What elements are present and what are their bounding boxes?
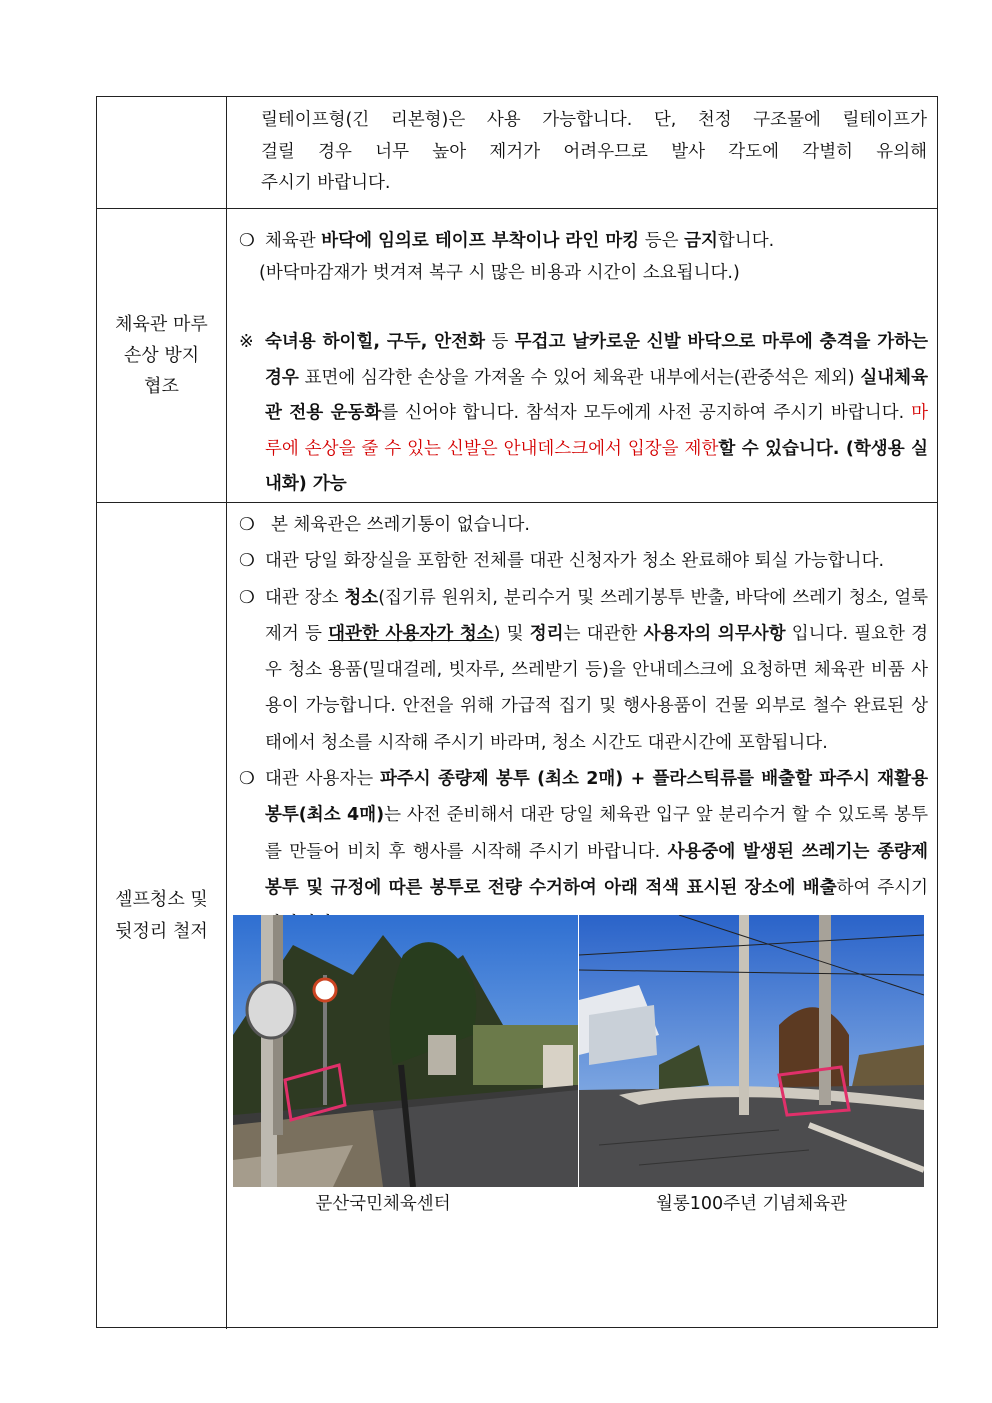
row2-content-cell xyxy=(227,209,937,502)
caption-wollong: 월롱100주년 기념체육관 xyxy=(655,1194,848,1214)
prohibition-word: 금지 xyxy=(684,231,718,251)
bullet-circle-icon: ❍ xyxy=(239,515,255,535)
user-duty-item: ❍ 대관 장소 청소(집기류 원위치, 분리수거 및 쓰레기봉투 반출, 바닥에 쓰레기 청소, 얼룩 제거 등 대관한 사용자가 청소) 및 정리는 대관한 사용자의 의무사항 입니다. 필요한 경우 청소 용품(밀대걸레, 빗자루, 쓰레받기 등)을 안내데스크에 요청하면 체육관 비품 사용이 가능합니다. 안전을 위해 가급적 집기 및 행사용품이 건물 외부로 철수 완료된 상태에서 청소를 시작해 주시기 바라며, 청소 시간도 대관시간에 포함됩니다. xyxy=(237,580,928,761)
bullet-circle-icon: ❍ xyxy=(239,587,255,608)
row-floor-protection xyxy=(97,209,937,503)
trash-bag-item: ❍ 대관 사용자는 파주시 종량제 봉투 (최소 2매) + 플라스틱류를 배출할 파주시 재활용봉투(최소 4매)는 사전 준비해서 대관 당일 체육관 입구 앞 분리수거 할 수 있도록 봉투를 만들어 비치 후 행사를 시작해 주시기 바랍니다. 사용중에 발생된 쓰레기는 종량제 봉투 및 규정에 따른 봉투로 전량 수거하여 아래 적색 표시된 장소에 배출하여 주시기 xyxy=(237,761,928,942)
row3-label-line-1: 셀프청소 및 xyxy=(115,889,208,910)
entry-restriction-warning: 마루에 손상을 줄 수 있는 신발은 안내데스크에서 입장을 제한 xyxy=(265,403,929,459)
wollong-street-photo xyxy=(579,915,924,1187)
caption-munsan: 문산국민체육센터 xyxy=(315,1194,451,1214)
user-cleans-underlined: 대관한 사용자가 청소 xyxy=(328,623,494,644)
row-ribbon-tape xyxy=(97,97,937,209)
reference-mark-icon: ※ xyxy=(239,332,254,352)
row2-label-line-2: 손상 방지 xyxy=(123,345,200,366)
floor-tape-prohibition-item: ❍ 체육관 바닥에 임의로 테이프 부착이나 라인 마킹 등은 금지합니다. xyxy=(237,225,928,257)
row1-line-1: 릴테이프형(긴 리본형)은 사용 가능합니다. 단, 천정 구조물에 릴테이프가 xyxy=(261,110,927,130)
footwear-notice-item: ※ 숙녀용 하이힐, 구두, 안전화 등 무겁고 날카로운 신발 바닥으로 마루에 충격을 가하는 경우 표면에 심각한 손상을 가져올 수 있어 체육관 내부에서는(관중석은 제외) 실내체육관 전용 운동화를 신어야 합니다. 참석자 모두에게 사전 공지하여 주시기 바랍니다. 마루에 손상을 줄 수 있는 신발은 안내데스크에서 입장을 제한할 수 있습니다. (학생용 실내화) 가능 xyxy=(237,325,928,503)
row3-label-line-2: 뒷정리 철저 xyxy=(115,921,208,942)
bullet-circle-icon: ❍ xyxy=(239,231,255,251)
photo-wollong-gym xyxy=(579,915,924,1187)
row1-content-cell xyxy=(227,97,937,208)
full-cleaning-item: ❍ 대관 당일 화장실을 포함한 전체를 대관 신청자가 청소 완료해야 퇴실 가능합니다. xyxy=(237,543,928,579)
row2-label-cell xyxy=(97,209,227,502)
row3-label-cell xyxy=(97,503,227,1329)
photo-munsan-center xyxy=(233,915,578,1187)
row1-line-2: 걸릴 경우 너무 높아 제거가 어려우므로 발사 각도에 각별히 유의해 xyxy=(261,141,927,162)
row2-label-line-1: 체육관 마루 xyxy=(115,314,208,335)
munsan-street-photo xyxy=(233,915,578,1187)
row2-label-line-3: 협조 xyxy=(144,376,179,397)
bullet-circle-icon: ❍ xyxy=(239,769,255,790)
row1-line-3: 주시기 바랍니다. xyxy=(261,173,391,193)
floor-repair-note: (바닥마감재가 벗겨져 복구 시 많은 비용과 시간이 소요됩니다.) xyxy=(259,263,740,283)
row1-label-cell xyxy=(97,97,227,208)
bullet-circle-icon: ❍ xyxy=(239,551,255,572)
tape-prohibition-bold: 바닥에 임의로 테이프 부착이나 라인 마킹 xyxy=(321,231,640,251)
no-trash-bin-item: ❍ 본 체육관은 쓰레기통이 없습니다. xyxy=(237,507,928,543)
